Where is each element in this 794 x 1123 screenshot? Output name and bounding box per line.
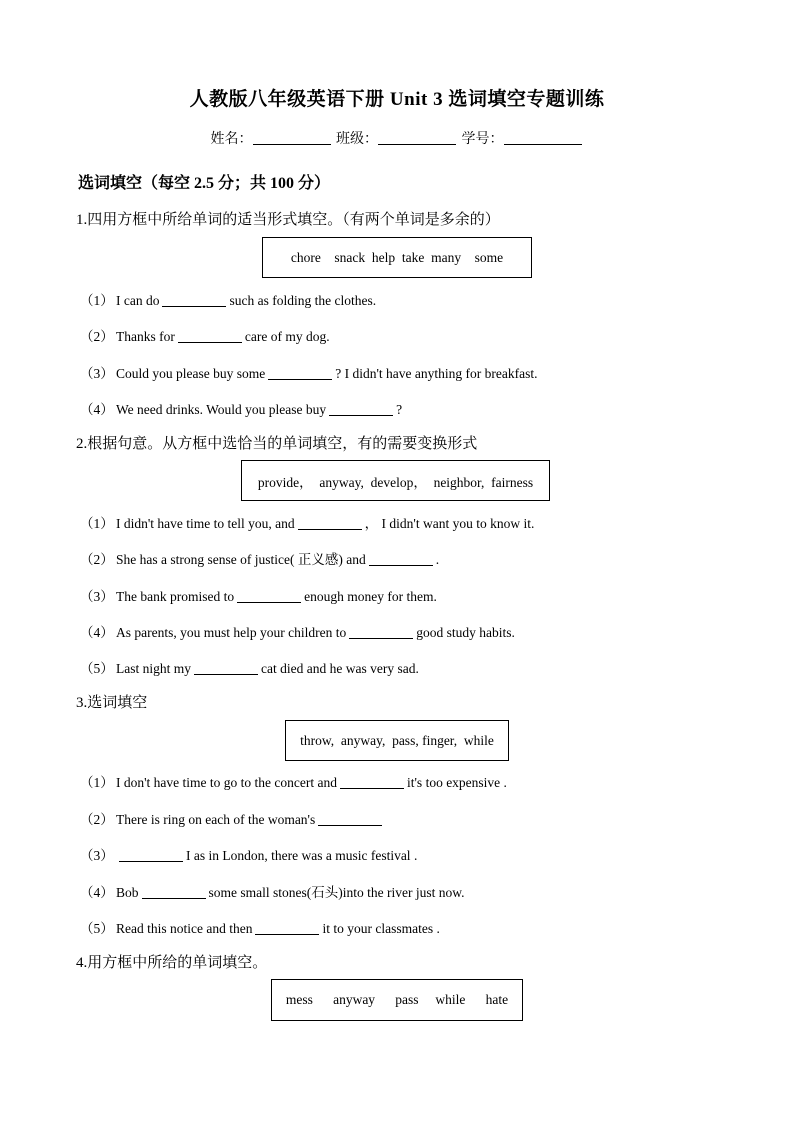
question-2-heading: 2.根据句意。从方框中选恰当的单词填空，有的需要变换形式 — [76, 436, 478, 452]
id-label: 学号： — [461, 132, 504, 147]
item-number: （1） — [80, 775, 114, 790]
item-number: （1） — [80, 516, 114, 531]
item-text: There is ring on each of the woman's — [116, 812, 316, 827]
question-2-item-3 — [80, 585, 437, 605]
item-text: Read this notice and then — [116, 921, 253, 936]
item-number: （5） — [80, 661, 114, 676]
answer-blank[interactable] — [318, 812, 382, 826]
question-1-item-3 — [80, 362, 537, 382]
item-text: Last night my — [116, 661, 191, 676]
answer-blank[interactable] — [298, 516, 362, 530]
question-1-item-1 — [80, 289, 376, 309]
item-text: She has a strong sense of justice( 正义感) and — [116, 552, 366, 567]
answer-blank[interactable] — [329, 402, 393, 416]
question-2-item-4 — [80, 621, 515, 641]
question-3-heading: 3.选词填空 — [76, 695, 148, 711]
id-blank[interactable] — [504, 130, 582, 145]
question-1-heading: 1.四用方框中所给单词的适当形式填空。（有两个单词是多余的） — [76, 212, 500, 228]
item-text: The bank promised to — [116, 589, 235, 604]
item-number: （2） — [80, 812, 114, 827]
item-text: care of my dog. — [244, 329, 330, 344]
item-text: Thanks for — [116, 329, 175, 344]
question-2-item-1 — [80, 512, 534, 532]
question-4-word-box: mess anyway pass while hate — [271, 979, 523, 1021]
item-number: （4） — [80, 625, 114, 640]
item-text: I don't have time to go to the concert and — [116, 775, 337, 790]
item-text: it's too expensive . — [407, 775, 507, 790]
item-text: Could you please buy some — [116, 366, 266, 381]
item-number: （3） — [80, 848, 114, 863]
item-text: Bob — [116, 885, 139, 900]
item-number: （4） — [80, 402, 114, 417]
question-1-item-4 — [80, 398, 402, 418]
student-info — [0, 128, 794, 148]
item-text: some small stones(石头)into the river just now. — [208, 885, 465, 900]
question-1-item-2 — [80, 325, 330, 345]
answer-blank[interactable] — [369, 552, 433, 566]
item-text: I as in London, there was a music festival . — [186, 848, 418, 863]
item-text: such as folding the clothes. — [229, 293, 377, 308]
item-text: enough money for them. — [304, 589, 437, 604]
question-2-item-5 — [80, 657, 419, 677]
answer-blank[interactable] — [237, 589, 301, 603]
item-text: cat died and he was very sad. — [261, 661, 419, 676]
question-4-heading: 4.用方框中所给的单词填空。 — [76, 955, 268, 971]
answer-blank[interactable] — [268, 366, 332, 380]
question-2-item-2 — [80, 548, 439, 568]
item-number: （3） — [80, 589, 114, 604]
section-heading: 选词填空（每空 2.5 分；共 100 分） — [78, 175, 331, 192]
item-text: good study habits. — [416, 625, 515, 640]
question-2-word-box: provide， anyway, develop， neighbor, fairness — [241, 460, 550, 501]
answer-blank[interactable] — [194, 661, 258, 675]
item-text: We need drinks. Would you please buy — [116, 402, 327, 417]
item-text: I can do — [116, 293, 160, 308]
item-number: （2） — [80, 329, 114, 344]
item-text: it to your classmates . — [322, 921, 440, 936]
question-3-item-5 — [80, 917, 440, 937]
item-text: ? — [396, 402, 403, 417]
answer-blank[interactable] — [255, 921, 319, 935]
answer-blank[interactable] — [142, 885, 206, 899]
item-number: （5） — [80, 921, 114, 936]
answer-blank[interactable] — [349, 625, 413, 639]
item-text: ? I didn't have anything for breakfast. — [335, 366, 538, 381]
item-text: As parents, you must help your children to — [116, 625, 347, 640]
class-blank[interactable] — [378, 130, 456, 145]
item-number: （4） — [80, 885, 114, 900]
answer-blank[interactable] — [162, 293, 226, 307]
item-text: I didn't have time to tell you, and — [116, 516, 295, 531]
question-3-item-2 — [80, 808, 385, 828]
item-number: （2） — [80, 552, 114, 567]
answer-blank[interactable] — [119, 848, 183, 862]
item-number: （1） — [80, 293, 114, 308]
question-3-word-box: throw, anyway, pass, finger, while — [285, 720, 509, 761]
answer-blank[interactable] — [178, 329, 242, 343]
question-3-item-4 — [80, 881, 464, 901]
page-title: 人教版八年级英语下册 Unit 3 选词填空专题训练 — [189, 89, 605, 110]
name-blank[interactable] — [253, 130, 331, 145]
item-text: ， I didn't want you to know it. — [364, 516, 535, 531]
class-label: 班级： — [336, 132, 378, 147]
question-3-item-1 — [80, 771, 507, 791]
item-number: （3） — [80, 366, 114, 381]
question-3-item-3 — [80, 844, 417, 864]
name-label: 姓名： — [210, 132, 253, 147]
answer-blank[interactable] — [340, 775, 404, 789]
item-text: . — [435, 552, 440, 567]
question-1-word-box: chore snack help take many some — [262, 237, 532, 278]
